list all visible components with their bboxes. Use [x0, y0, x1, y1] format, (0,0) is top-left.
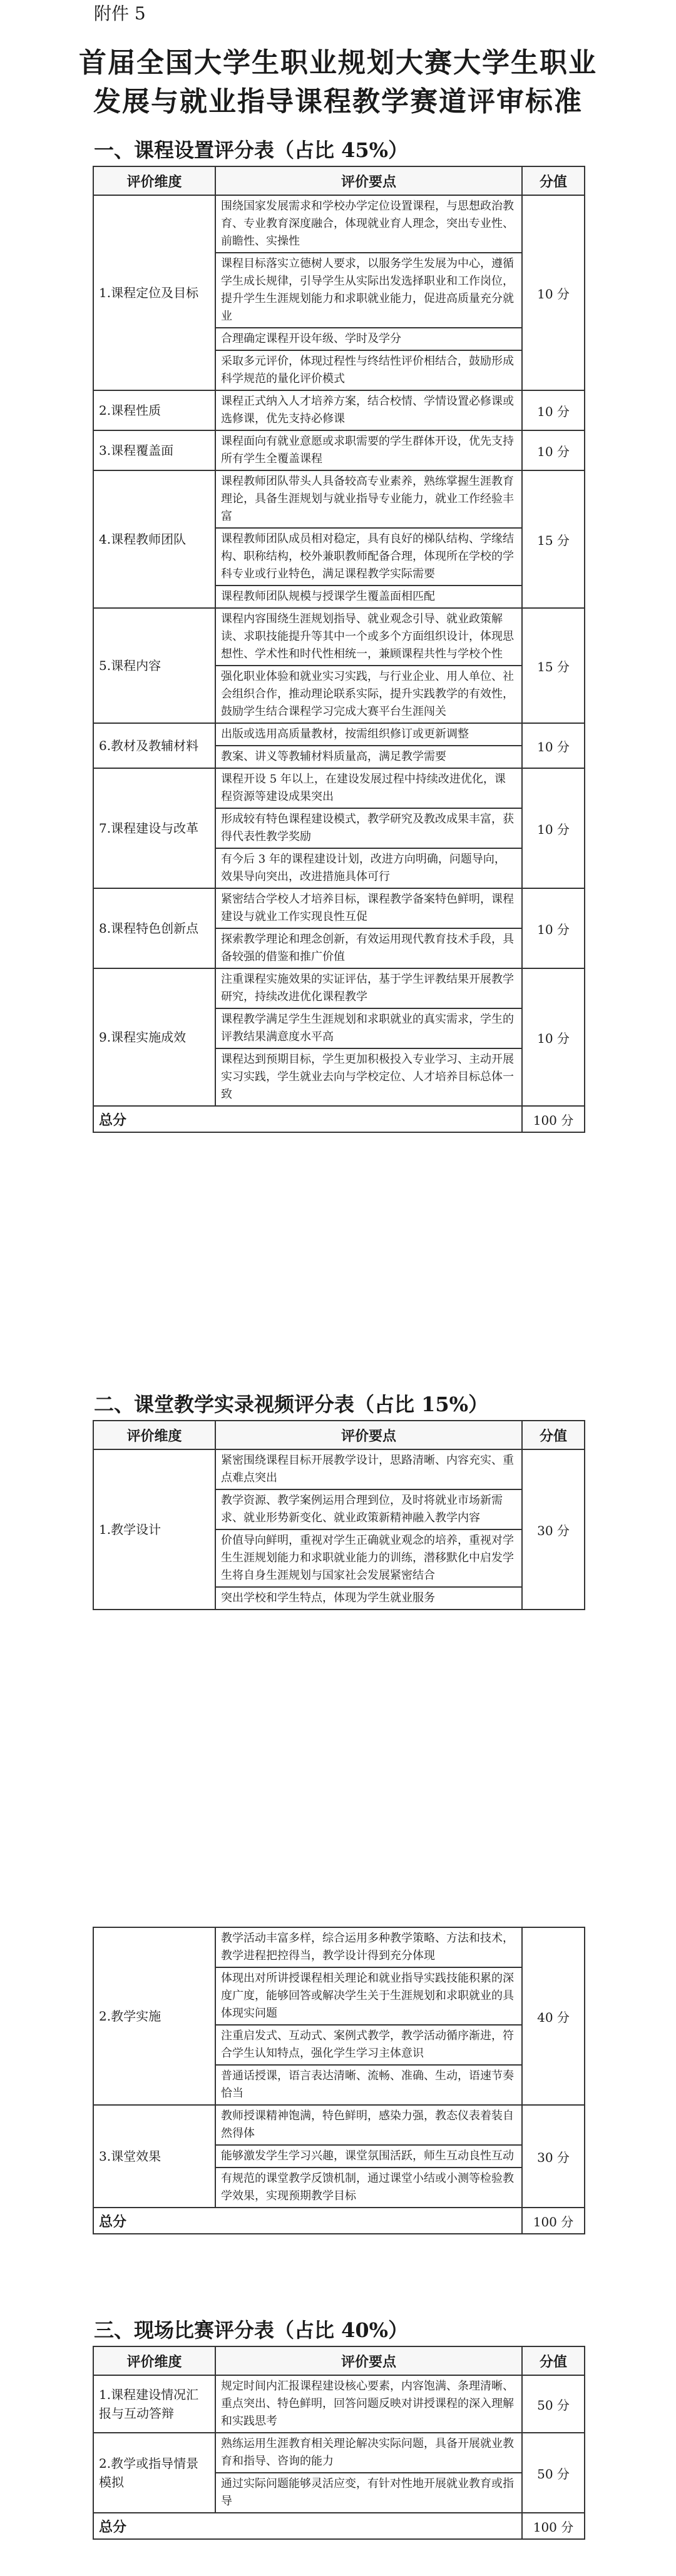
table-2-part-2	[93, 1927, 585, 2234]
criterion-dimension: 5.课程内容	[93, 608, 215, 723]
criterion-score: 50 分	[522, 2433, 585, 2513]
table-row	[93, 2433, 585, 2473]
criterion-point: 课程开设 5 年以上，在建设发展过程中持续改进优化，课程资源等建设成果突出	[215, 768, 522, 808]
criterion-point: 课程教师团队成员相对稳定，具有良好的梯队结构、学缘结构、职称结构，校外兼职教师配备合理，体现所在学校的学科专业或行业特色，满足课程教学实际需要	[215, 528, 522, 586]
criterion-point: 体现出对所讲授课程相关理论和就业指导实践技能积累的深度广度，能够回答或解决学生关于生涯规划和求职就业的具体现实问题	[215, 1967, 522, 2025]
criterion-dimension: 7.课程建设与改革	[93, 768, 215, 888]
criterion-point: 能够激发学生学习兴趣，课堂氛围活跃，师生互动良性互动	[215, 2145, 522, 2168]
total-score: 100 分	[522, 2208, 585, 2234]
criterion-dimension: 2.课程性质	[93, 390, 215, 430]
criterion-score: 10 分	[522, 723, 585, 768]
table-1	[93, 166, 585, 1133]
criterion-dimension: 1.课程定位及目标	[93, 195, 215, 390]
criterion-point: 有规范的课堂教学反馈机制，通过课堂小结或小测等检验教学效果，实现预期教学目标	[215, 2168, 522, 2208]
table-row	[93, 968, 585, 1008]
criterion-point: 探索教学理论和理念创新，有效运用现代教育技术手段，具备较强的借鉴和推广价值	[215, 928, 522, 968]
criterion-point: 紧密围绕课程目标开展教学设计，思路清晰、内容充实、重点难点突出	[215, 1449, 522, 1489]
total-label: 总分	[93, 2208, 522, 2234]
criterion-score: 40 分	[522, 1927, 585, 2105]
header-score: 分值	[522, 1421, 585, 1449]
table-2-part-1	[93, 1420, 585, 1610]
criterion-point: 教案、讲义等教辅材料质量高，满足教学需要	[215, 746, 522, 768]
criterion-point: 注重课程实施效果的实证评估，基于学生评教结果开展教学研究，持续改进优化课程教学	[215, 968, 522, 1008]
criterion-point: 熟练运用生涯教育相关理论解决实际问题，具备开展就业教育和指导、咨询的能力	[215, 2433, 522, 2473]
table-row	[93, 430, 585, 470]
criterion-score: 10 分	[522, 768, 585, 888]
criterion-point: 有今后 3 年的课程建设计划，改进方向明确，问题导向，效果导向突出，改进措施具体可行	[215, 848, 522, 888]
criterion-point: 紧密结合学校人才培养目标，课程教学备案特色鲜明，课程建设与就业工作实现良性互促	[215, 888, 522, 928]
criterion-point: 教学资源、教学案例运用合理到位，及时将就业市场新需求、就业形势新变化、就业政策新精神融入教学内容	[215, 1489, 522, 1529]
criterion-point: 通过实际问题能够灵活应变，有针对性地开展就业教育或指导	[215, 2473, 522, 2513]
table-row	[93, 1927, 585, 1967]
criterion-point: 课程正式纳入人才培养方案，结合校情、学情设置必修课或选修课，优先支持必修课	[215, 390, 522, 430]
criterion-point: 教学活动丰富多样，综合运用多种教学策略、方法和技术，教学进程把控得当，教学设计得到充分体现	[215, 1927, 522, 1967]
total-label: 总分	[93, 1106, 522, 1132]
header-dimension: 评价维度	[93, 2346, 215, 2375]
header-score: 分值	[522, 2346, 585, 2375]
criterion-dimension: 1.课程建设情况汇报与互动答辩	[93, 2375, 215, 2433]
criterion-dimension: 2.教学实施	[93, 1927, 215, 2105]
criterion-point: 教师授课精神饱满，特色鲜明，感染力强，教态仪表着装自然得体	[215, 2105, 522, 2145]
criterion-point: 课程面向有就业意愿或求职需要的学生群体开设，优先支持所有学生全覆盖课程	[215, 430, 522, 470]
total-score: 100 分	[522, 1106, 585, 1132]
header-score: 分值	[522, 166, 585, 195]
table-row	[93, 2375, 585, 2433]
table-row	[93, 768, 585, 808]
header-points: 评价要点	[215, 166, 522, 195]
table-row	[93, 2105, 585, 2145]
table-row	[93, 1449, 585, 1489]
criterion-point: 课程目标落实立德树人要求，以服务学生发展为中心，遵循学生成长规律，引导学生从实际出发选择职业和工作岗位，提升学生生涯规划能力和求职就业能力，促进高质量充分就业	[215, 253, 522, 328]
annex-label: 附件 5	[94, 3, 146, 24]
criterion-dimension: 2.教学或指导情景模拟	[93, 2433, 215, 2513]
criterion-point: 出版或选用高质量教材，按需组织修订或更新调整	[215, 723, 522, 746]
criterion-point: 形成较有特色课程建设模式，教学研究及教改成果丰富，获得代表性教学奖励	[215, 808, 522, 848]
section-3-title: 三、现场比赛评分表（占比 40%）	[94, 2318, 409, 2342]
criterion-dimension: 9.课程实施成效	[93, 968, 215, 1106]
criterion-score: 50 分	[522, 2375, 585, 2433]
total-row	[93, 2513, 585, 2539]
criterion-point: 注重启发式、互动式、案例式教学，教学活动循序渐进，符合学生认知特点，强化学生学习主体意识	[215, 2025, 522, 2065]
criterion-point: 课程教学满足学生生涯规划和求职就业的真实需求，学生的评教结果满意度水平高	[215, 1008, 522, 1048]
section-1-title: 一、课程设置评分表（占比 45%）	[94, 138, 409, 162]
table-row	[93, 470, 585, 528]
header-dimension: 评价维度	[93, 166, 215, 195]
criterion-score: 30 分	[522, 2105, 585, 2208]
criterion-point: 普通话授课，语言表达清晰、流畅、准确、生动，语速节奏恰当	[215, 2065, 522, 2105]
table-3	[93, 2346, 585, 2540]
table-row	[93, 195, 585, 253]
title-line-2: 发展与就业指导课程教学赛道评审标准	[93, 86, 583, 118]
criterion-dimension: 6.教材及教辅材料	[93, 723, 215, 768]
criterion-score: 10 分	[522, 968, 585, 1106]
criterion-point: 课程达到预期目标，学生更加积极投入专业学习、主动开展实习实践，学生就业去向与学校定位、人才培养目标总体一致	[215, 1048, 522, 1106]
section-2-title: 二、课堂教学实录视频评分表（占比 15%）	[94, 1392, 489, 1416]
criterion-point: 课程教师团队规模与授课学生覆盖面相匹配	[215, 586, 522, 608]
criterion-score: 30 分	[522, 1449, 585, 1610]
criterion-dimension: 3.课程覆盖面	[93, 430, 215, 470]
total-row	[93, 1106, 585, 1132]
criterion-dimension: 4.课程教师团队	[93, 470, 215, 608]
criterion-dimension: 8.课程特色创新点	[93, 888, 215, 968]
criterion-score: 10 分	[522, 430, 585, 470]
criterion-score: 10 分	[522, 888, 585, 968]
criterion-dimension: 1.教学设计	[93, 1449, 215, 1610]
total-row	[93, 2208, 585, 2234]
criterion-score: 10 分	[522, 390, 585, 430]
total-score: 100 分	[522, 2513, 585, 2539]
criterion-point: 课程教师团队带头人具备较高专业素养，熟练掌握生涯教育理论，具备生涯规划与就业指导专业能力，就业工作经验丰富	[215, 470, 522, 528]
title-line-1: 首届全国大学生职业规划大赛大学生职业	[79, 47, 597, 79]
criterion-score: 10 分	[522, 195, 585, 390]
table-row	[93, 888, 585, 928]
table-row	[93, 390, 585, 430]
criterion-point: 突出学校和学生特点，体现为学生就业服务	[215, 1587, 522, 1610]
table-row	[93, 608, 585, 666]
header-points: 评价要点	[215, 2346, 522, 2375]
document-title	[63, 44, 613, 121]
criterion-point: 围绕国家发展需求和学校办学定位设置课程，与思想政治教育、专业教育深度融合，体现就业育人理念，突出专业性、前瞻性、实操性	[215, 195, 522, 253]
total-label: 总分	[93, 2513, 522, 2539]
criterion-point: 采取多元评价，体现过程性与终结性评价相结合，鼓励形成科学规范的量化评价模式	[215, 350, 522, 390]
criterion-point: 价值导向鲜明，重视对学生正确就业观念的培养，重视对学生生涯规划能力和求职就业能力的训练，潜移默化中启发学生将自身生涯规划与国家社会发展紧密结合	[215, 1529, 522, 1587]
header-dimension: 评价维度	[93, 1421, 215, 1449]
criterion-dimension: 3.课堂效果	[93, 2105, 215, 2208]
table-row	[93, 723, 585, 746]
header-points: 评价要点	[215, 1421, 522, 1449]
criterion-score: 15 分	[522, 470, 585, 608]
criterion-point: 强化职业体验和就业实习实践，与行业企业、用人单位、社会组织合作，推动理论联系实际，提升实践教学的有效性，鼓励学生结合课程学习完成大赛平台生涯闯关	[215, 666, 522, 723]
criterion-point: 规定时间内汇报课程建设核心要素，内容饱满、条理清晰、重点突出、特色鲜明，回答问题反映对讲授课程的深入理解和实践思考	[215, 2375, 522, 2433]
criterion-point: 合理确定课程开设年级、学时及学分	[215, 328, 522, 350]
criterion-score: 15 分	[522, 608, 585, 723]
criterion-point: 课程内容围绕生涯规划指导、就业观念引导、就业政策解读、求职技能提升等其中一个或多个方面组织设计，体现思想性、学术性和时代性相统一，兼顾课程共性与学校个性	[215, 608, 522, 666]
